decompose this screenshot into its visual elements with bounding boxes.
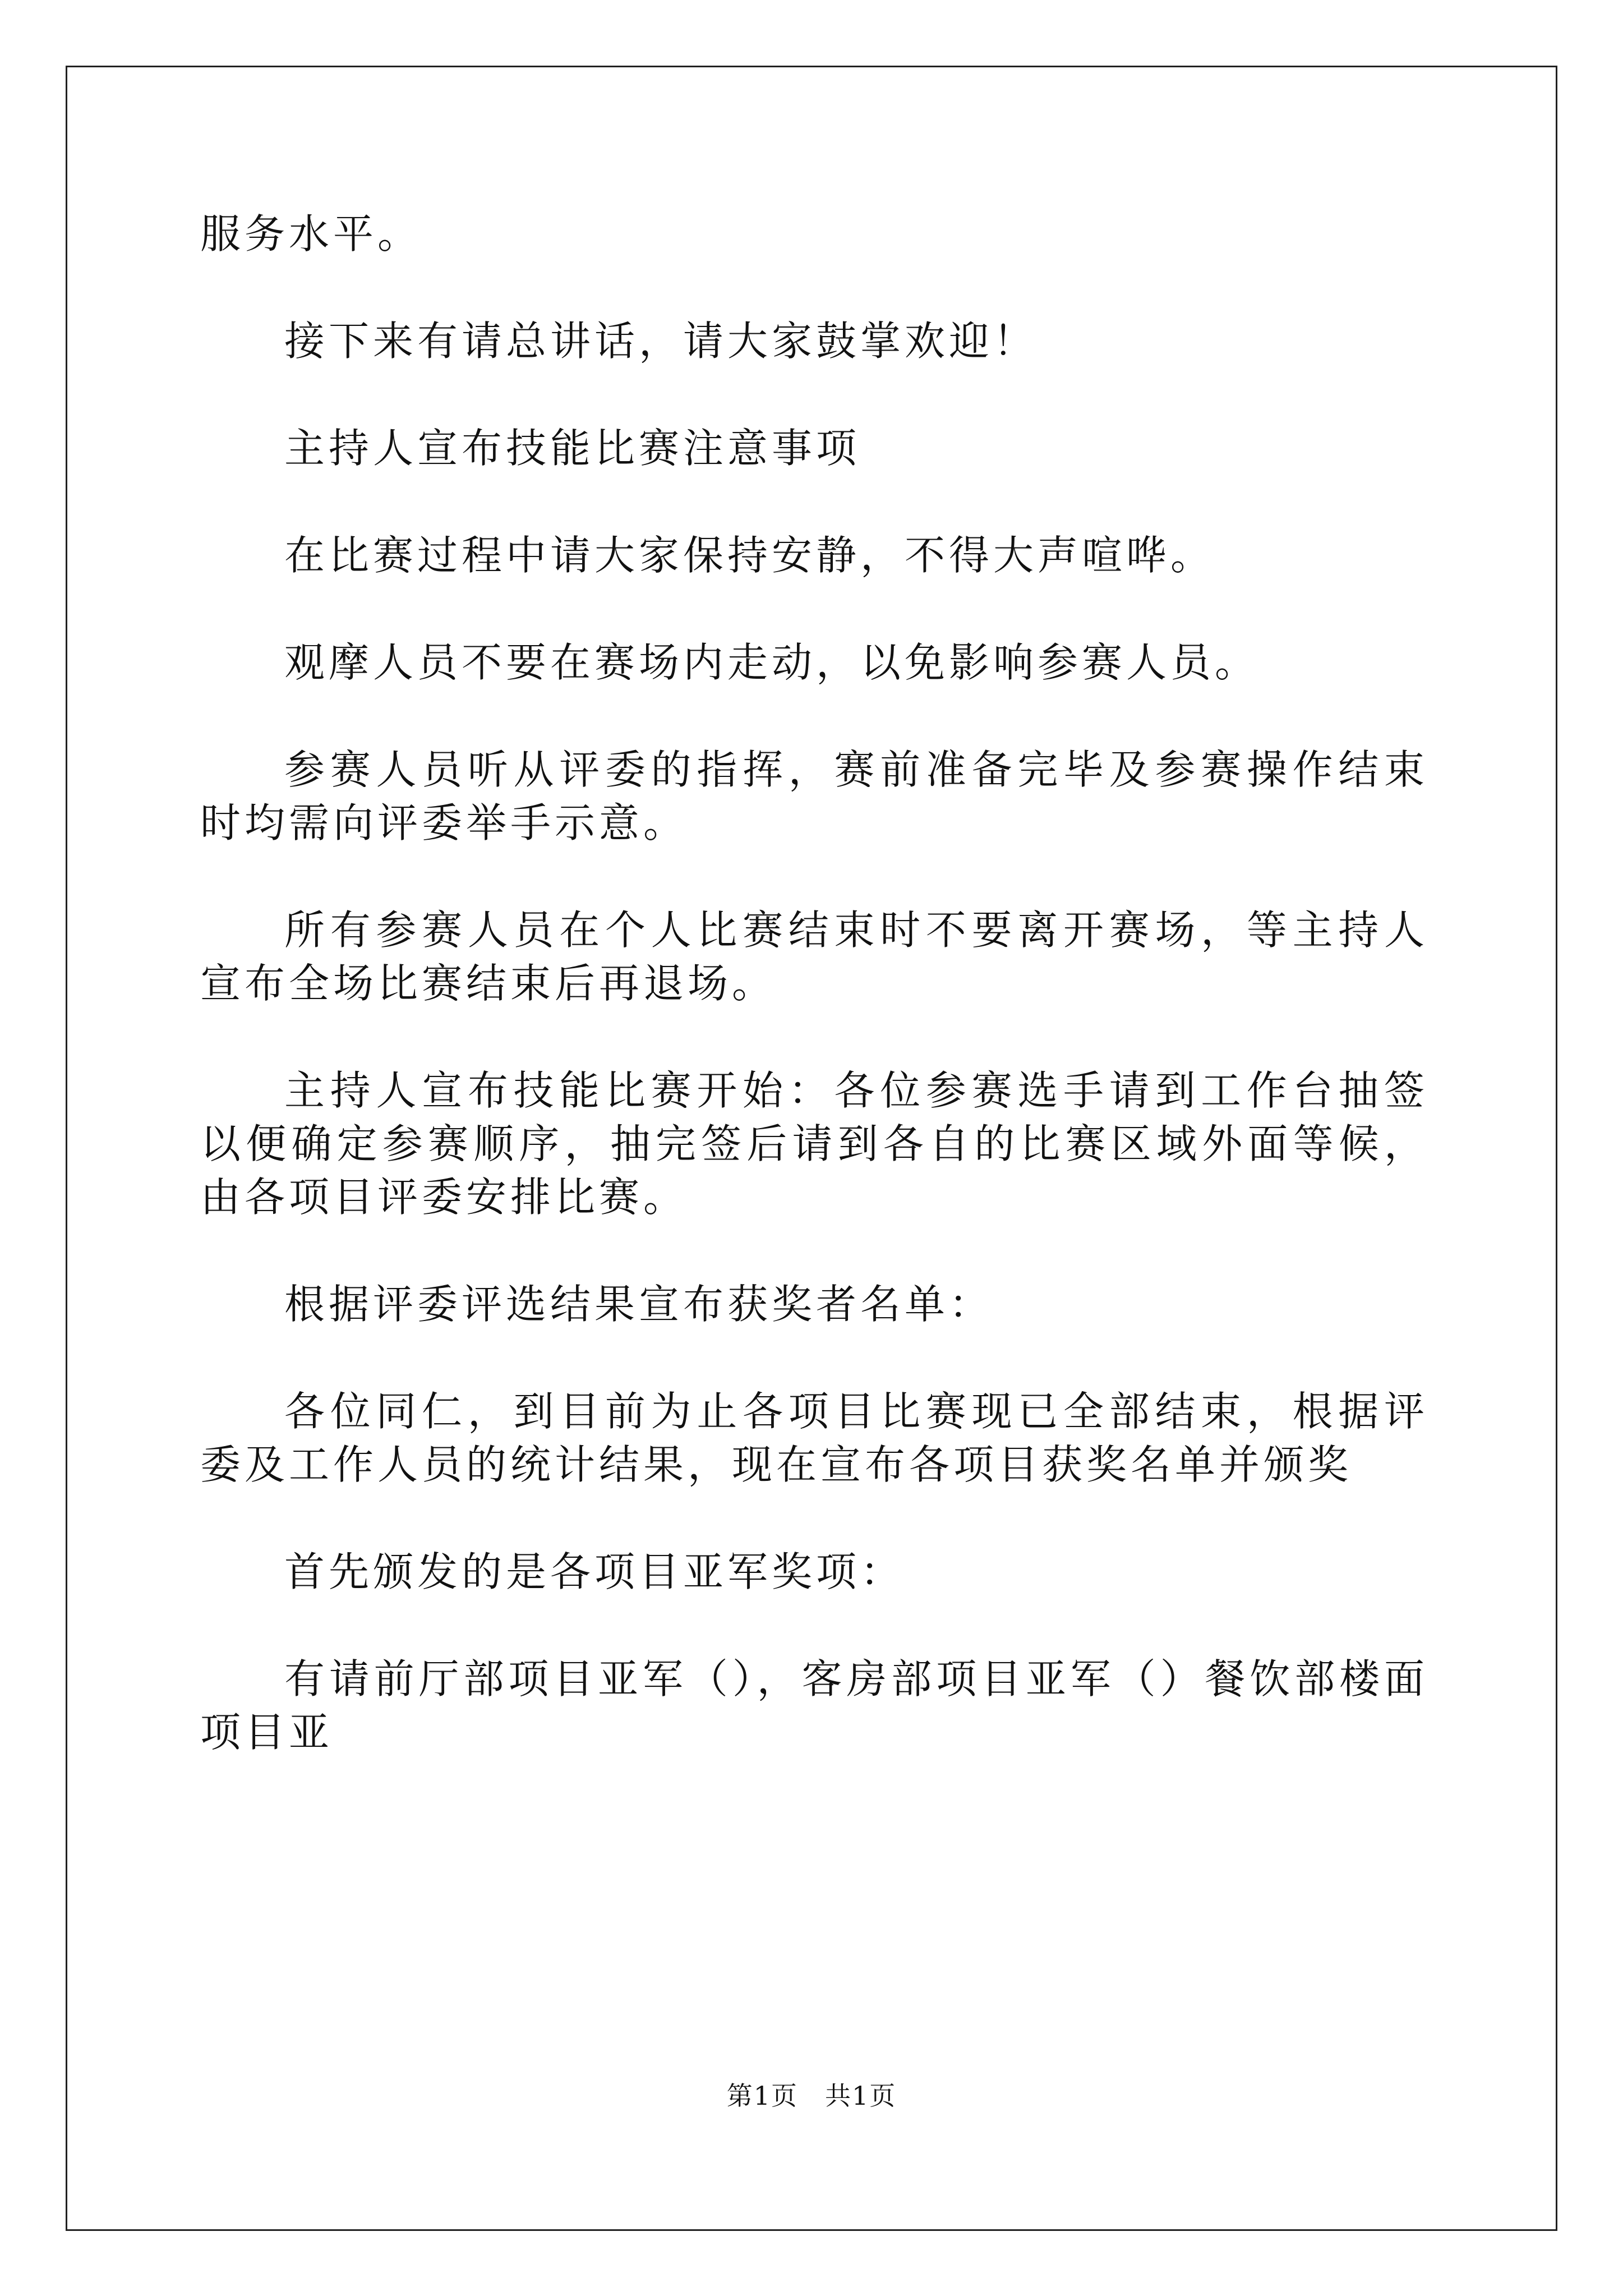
- paragraph-12: 有请前厅部项目亚军（），客房部项目亚军（）餐饮部楼面项目亚: [200, 1655, 1428, 1756]
- paragraph-2: 接下来有请总讲话，请大家鼓掌欢迎！: [284, 318, 1038, 365]
- paragraph-7: 所有参赛人员在个人比赛结束时不要离开赛场，等主持人宣布全场比赛结束后再退场。: [200, 907, 1428, 1007]
- paragraph-1: 服务水平。: [200, 210, 422, 257]
- paragraph-9: 根据评委评选结果宣布获奖者名单：: [284, 1281, 994, 1328]
- page-footer: 第1页 共1页: [726, 2081, 897, 2111]
- paragraph-3: 主持人宣布技能比赛注意事项: [284, 425, 861, 472]
- paragraph-10: 各位同仁，到目前为止各项目比赛现已全部结束，根据评委及工作人员的统计结果，现在宣布各项目获奖名单并颁奖: [200, 1388, 1428, 1488]
- paragraph-4: 在比赛过程中请大家保持安静，不得大声喧哗。: [284, 532, 1215, 579]
- document-body: [200, 208, 1428, 1813]
- paragraph-11: 首先颁发的是各项目亚军奖项：: [284, 1548, 905, 1595]
- paragraph-6: 参赛人员听从评委的指挥，赛前准备完毕及参赛操作结束时均需向评委举手示意。: [200, 746, 1428, 846]
- paragraph-8: 主持人宣布技能比赛开始：各位参赛选手请到工作台抽签以便确定参赛顺序，抽完签后请到各自的比赛区域外面等候，由各项目评委安排比赛。: [200, 1067, 1428, 1221]
- paragraph-5: 观摩人员不要在赛场内走动，以免影响参赛人员。: [284, 639, 1260, 686]
